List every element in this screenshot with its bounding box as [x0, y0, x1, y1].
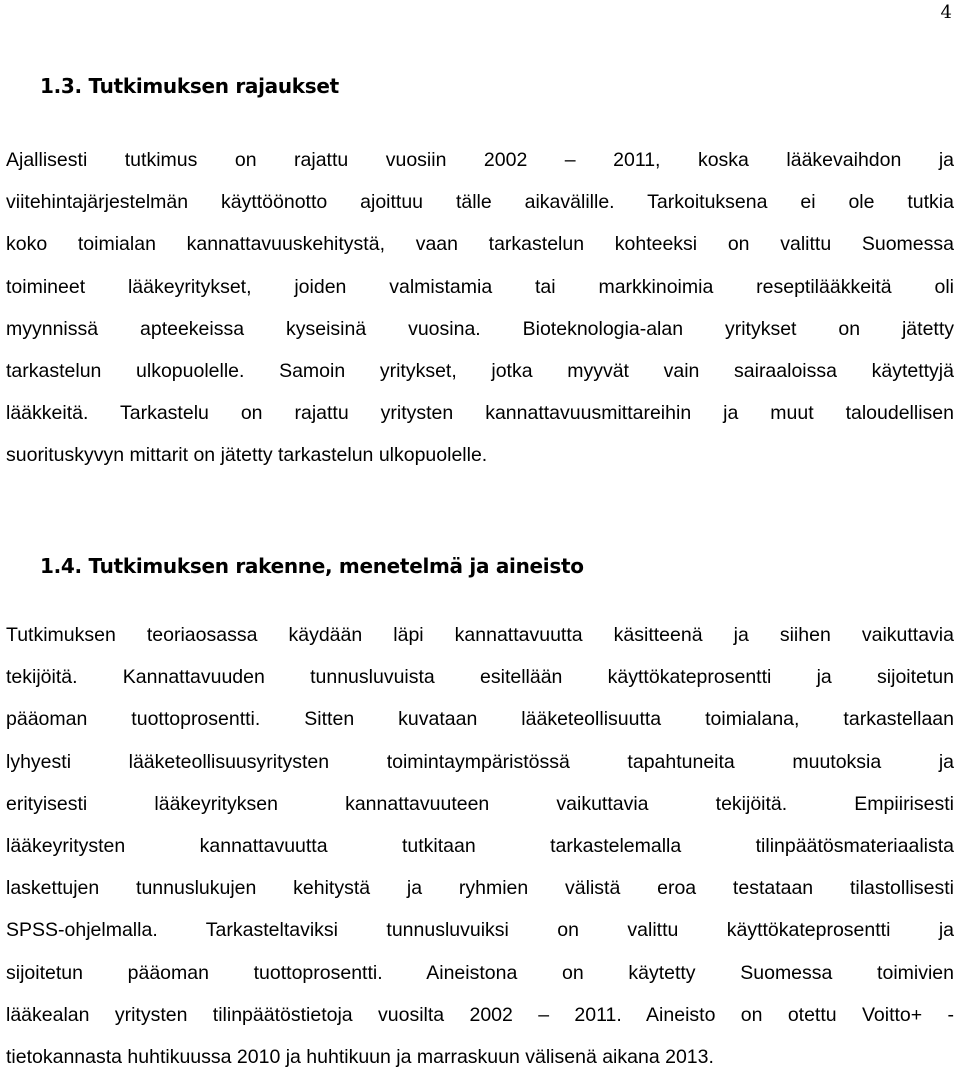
paragraph-line: tietokannasta huhtikuussa 2010 ja huhtikuun ja marraskuun välisenä aikana 2013.: [6, 1045, 714, 1068]
section-1-3-paragraph: [6, 139, 954, 477]
paragraph-line: lyhyesti lääketeollisuusyritysten toimintaympäristössä tapahtuneita muutoksia ja: [6, 750, 954, 773]
paragraph-line: Tutkimuksen teoriaosassa käydään läpi kannattavuutta käsitteenä ja siihen vaikuttavia: [6, 624, 954, 646]
section-heading-1-4: 1.4. Tutkimuksen rakenne, menetelmä ja aineisto: [40, 554, 584, 578]
paragraph-line: suorituskyvyn mittarit on jätetty tarkastelun ulkopuolelle.: [6, 444, 488, 467]
paragraph-line: myynnissä apteekeissa kyseisinä vuosina. Bioteknologia-alan yritykset on jätetty: [6, 317, 954, 340]
paragraph-line: pääoman tuottoprosentti. Sitten kuvataan lääketeollisuutta toimialana, tarkastellaan: [6, 708, 954, 731]
paragraph-line: erityisesti lääkeyrityksen kannattavuuteen vaikuttavia tekijöitä. Empiirisesti: [6, 792, 954, 815]
paragraph-line: lääkkeitä. Tarkastelu on rajattu yritysten kannattavuusmittareihin ja muut taloudellisen: [6, 402, 954, 425]
page-number: 4: [940, 2, 952, 23]
paragraph-line: lääkealan yritysten tilinpäätöstietoja vuosilta 2002 – 2011. Aineisto on otettu Voitto+ -: [6, 1003, 954, 1026]
paragraph-line: sijoitetun pääoman tuottoprosentti. Aineistona on käytetty Suomessa toimivien: [6, 961, 954, 984]
paragraph-line: tarkastelun ulkopuolelle. Samoin yritykset, jotka myyvät vain sairaaloissa käytettyjä: [6, 359, 954, 382]
section-heading-1-3: 1.3. Tutkimuksen rajaukset: [40, 74, 339, 98]
paragraph-line: viitehintajärjestelmän käyttöönotto ajoittuu tälle aikavälille. Tarkoituksena ei ole tutkia: [6, 191, 954, 214]
paragraph-line: lääkeyritysten kannattavuutta tutkitaan tarkastelemalla tilinpäätösmateriaalista: [6, 834, 954, 857]
paragraph-line: SPSS-ohjelmalla. Tarkasteltaviksi tunnusluvuiksi on valittu käyttökateprosentti ja: [6, 919, 954, 942]
section-1-4-paragraph: [6, 614, 954, 1078]
paragraph-line: koko toimialan kannattavuuskehitystä, vaan tarkastelun kohteeksi on valittu Suomessa: [6, 233, 954, 256]
paragraph-line: Ajallisesti tutkimus on rajattu vuosiin 2002 – 2011, koska lääkevaihdon ja: [6, 149, 954, 171]
paragraph-line: tekijöitä. Kannattavuuden tunnusluvuista esitellään käyttökateprosentti ja sijoitetun: [6, 666, 954, 689]
paragraph-line: laskettujen tunnuslukujen kehitystä ja ryhmien välistä eroa testataan tilastollisesti: [6, 877, 954, 900]
paragraph-line: toimineet lääkeyritykset, joiden valmistamia tai markkinoimia reseptilääkkeitä oli: [6, 275, 954, 298]
